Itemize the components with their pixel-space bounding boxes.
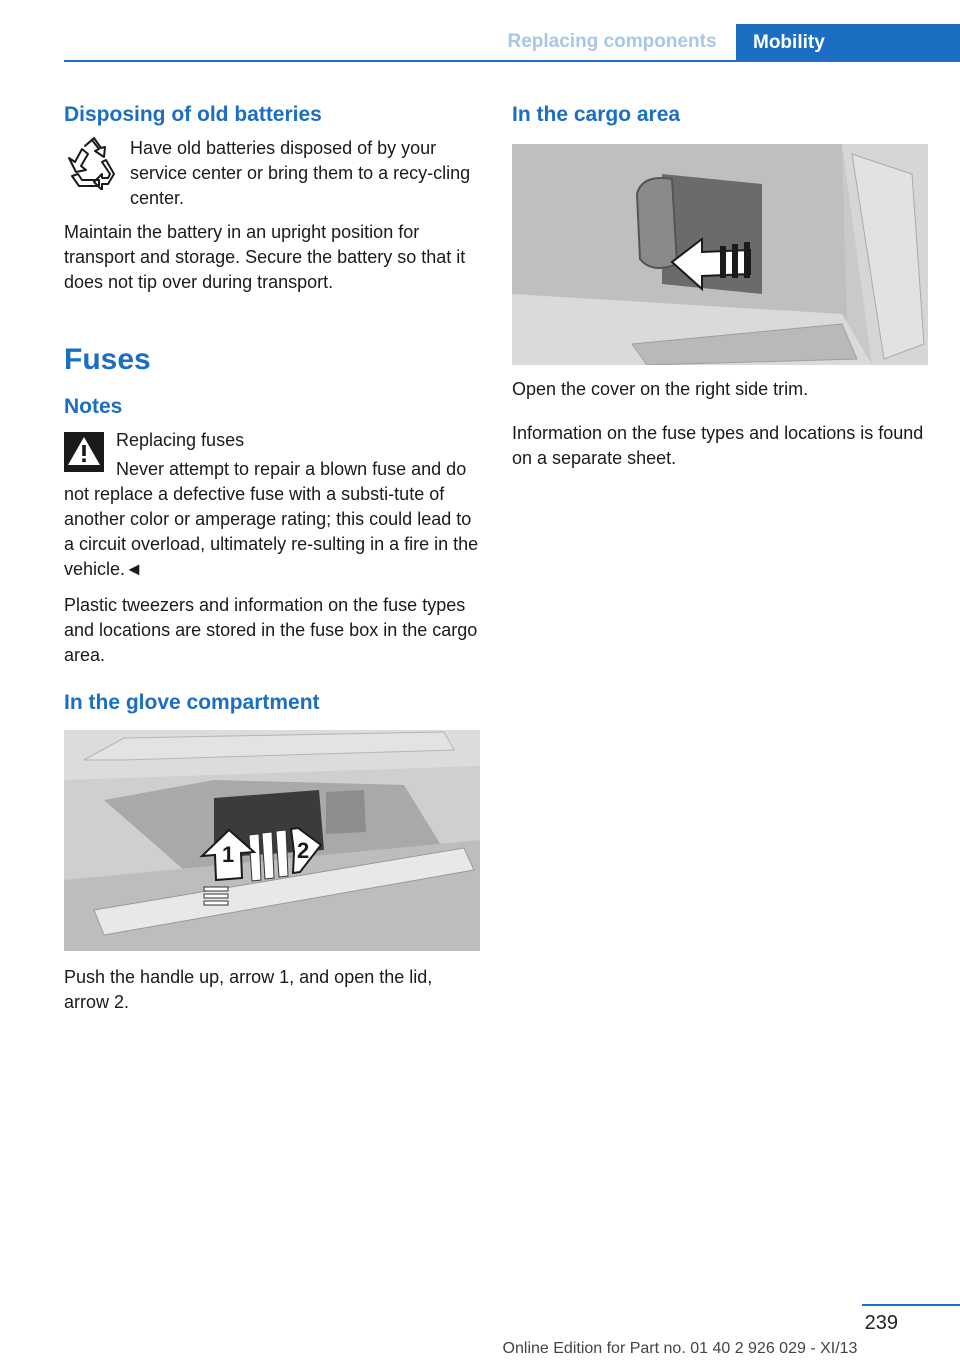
footer-rule <box>862 1304 960 1306</box>
tweezers-text: Plastic tweezers and information on the fuse types and locations are stored in the fuse box in the cargo area. <box>64 595 478 665</box>
warning-title: Replacing fuses <box>116 430 245 450</box>
fuses-heading: Fuses <box>64 343 151 376</box>
glove-compartment-illustration <box>64 730 480 951</box>
warning-triangle-icon <box>64 432 104 472</box>
header-section-title: Replacing components <box>507 31 717 52</box>
fuse-info-text: Information on the fuse types and locations is found on a separate sheet. <box>512 423 924 468</box>
cargo-area-heading: In the cargo area <box>512 103 681 126</box>
arrow-2-label: 2 <box>297 838 310 863</box>
right-column <box>512 100 928 471</box>
cargo-area-illustration <box>512 144 928 365</box>
recycle-icon <box>64 136 120 211</box>
warning-block <box>64 428 480 582</box>
cargo-area-caption: Open the cover on the right side trim. <box>512 379 809 399</box>
battery-storage-text: Maintain the battery in an upright position for transport and storage. Secure the battery so that it does not tip over during transport. <box>64 222 466 292</box>
left-column <box>64 100 480 1015</box>
arrow-1-label: 1 <box>222 842 235 867</box>
recycle-note <box>64 136 480 211</box>
edition-note: Online Edition for Part no. 01 40 2 926 029 - XI/13 <box>502 1340 858 1357</box>
glove-compartment-heading: In the glove compartment <box>64 691 320 714</box>
disposing-heading: Disposing of old batteries <box>64 103 322 126</box>
notes-heading: Notes <box>64 395 123 418</box>
recycle-note-text: Have old batteries disposed of by your service center or bring them to a recy‐cling center. <box>130 138 471 208</box>
page-number: 239 <box>864 1312 898 1334</box>
glove-compartment-caption: Push the handle up, arrow 1, and open the lid, arrow 2. <box>64 967 433 1012</box>
header-chapter-tab: Mobility <box>736 24 960 62</box>
warning-text: Never attempt to repair a blown fuse and do not replace a defective fuse with a substi‐tute of another color or amperage rating; this could lead to a circuit overload, ultimately re‐sulting in a fire in the vehicle.◄ <box>64 459 479 579</box>
header-rule <box>64 60 960 62</box>
